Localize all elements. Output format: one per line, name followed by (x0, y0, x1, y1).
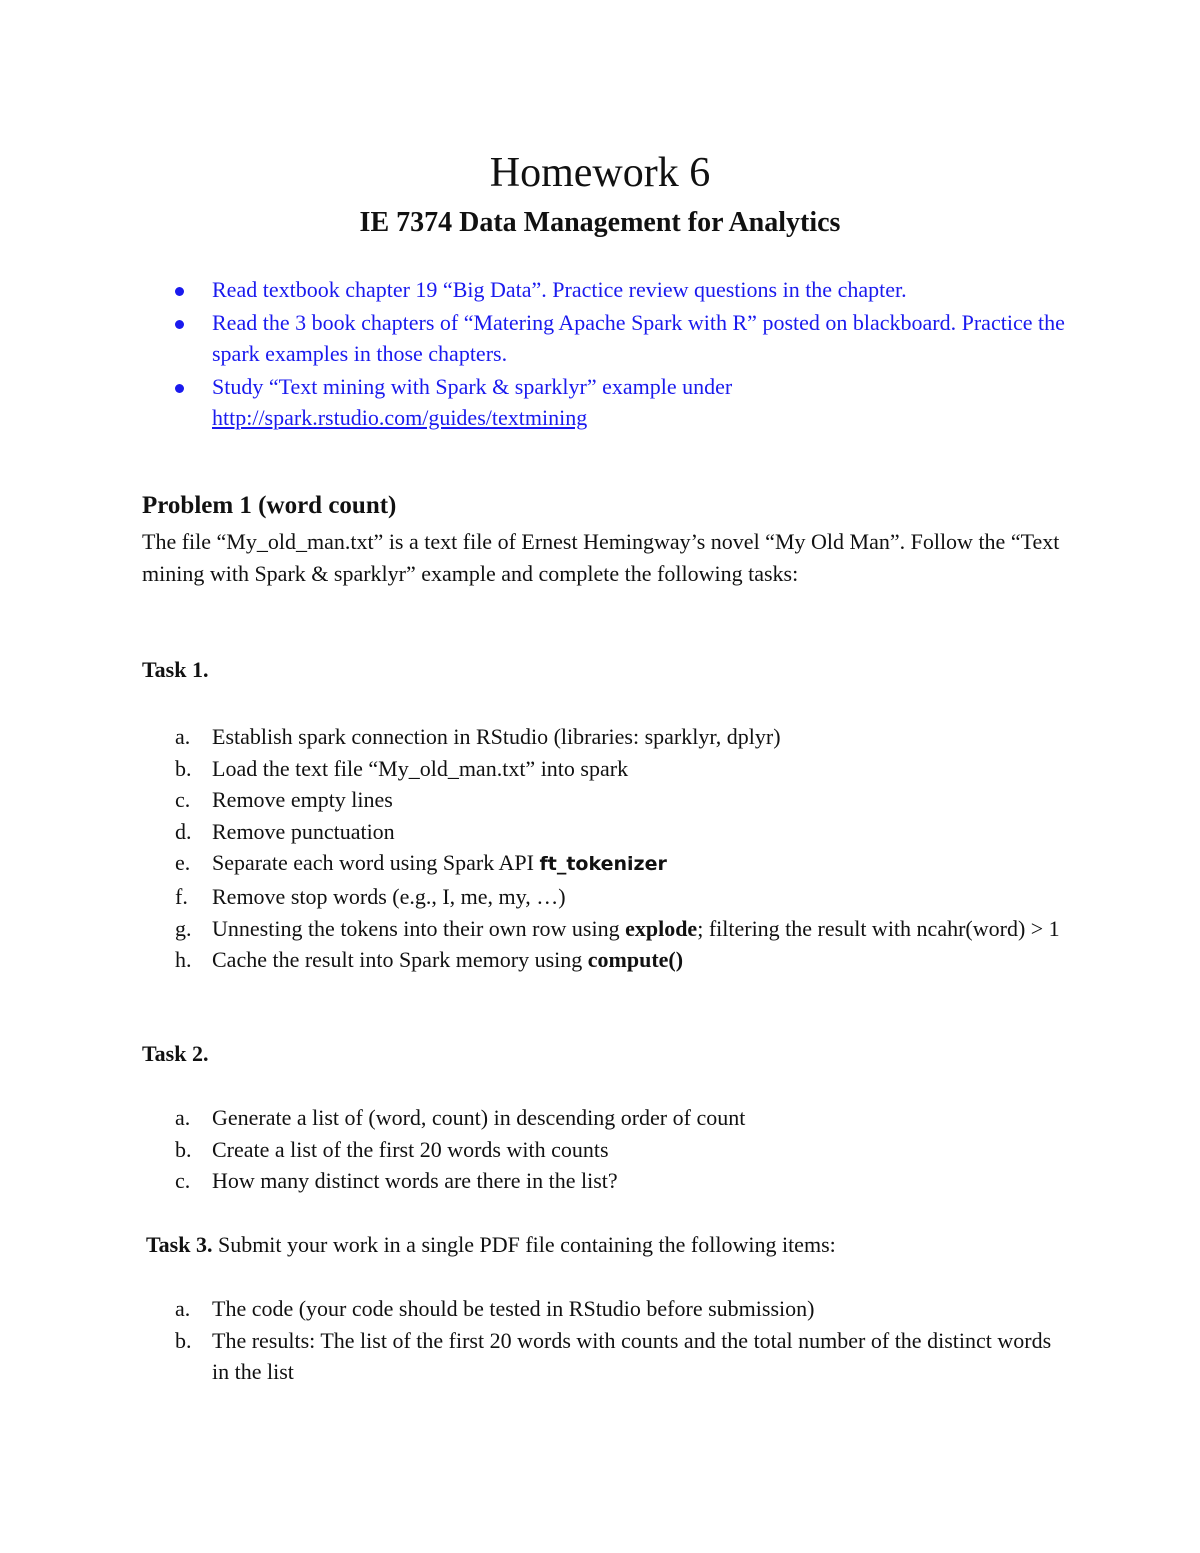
list-item-text: Unnesting the tokens into their own row using (212, 915, 626, 941)
reading-item (212, 274, 1092, 306)
list-item-text: How many distinct words are there in the list? (212, 1168, 618, 1194)
list-item-text: Establish spark connection in RStudio (libraries: sparklyr, dplyr) (212, 724, 781, 749)
keyword: compute() (587, 947, 684, 973)
api-name: ft_tokenizer (539, 853, 667, 876)
course-subtitle: IE 7374 Data Management for Analytics (359, 207, 841, 238)
task-3-steps (175, 1293, 1072, 1388)
list-marker: h. (175, 947, 192, 973)
list-marker: c. (175, 787, 191, 813)
task-1-heading: Task 1. (142, 657, 209, 682)
task-3-label: Task 3. (146, 1232, 213, 1257)
problem-1-intro: The file “My_old_man.txt” is a text file of Ernest Hemingway’s novel “My Old Man”. Follow the “Text mining with Spark & sparklyr” example and complete the following tasks: (142, 529, 1060, 586)
list-marker: a. (175, 1105, 191, 1130)
list-item (175, 1102, 1072, 1134)
reading-item (212, 307, 1092, 370)
list-marker: c. (175, 1168, 191, 1194)
bullet-icon (175, 384, 184, 393)
list-marker: g. (175, 915, 192, 941)
list-marker: a. (175, 1296, 191, 1321)
list-item (175, 1293, 1072, 1325)
list-item (175, 784, 1072, 816)
list-item-text: The results: The list of the first 20 words with counts and the total number of the distinct words in the list (212, 1327, 1052, 1385)
list-item-text: Separate each word using Spark API (212, 850, 540, 876)
list-item (175, 1165, 1072, 1197)
bullet-icon (175, 287, 184, 296)
list-item-text: Remove empty lines (212, 787, 393, 813)
list-marker: b. (175, 755, 192, 781)
list-item-text: The code (your code should be tested in RStudio before submission) (212, 1296, 815, 1321)
list-item-text: Remove punctuation (212, 818, 395, 844)
document-title: Homework 6 (489, 150, 711, 196)
list-item-text: Remove stop words (e.g., I, me, my, …) (212, 883, 566, 909)
list-item-text: Create a list of the first 20 words with counts (212, 1136, 609, 1162)
list-item (175, 913, 1072, 945)
list-marker: e. (175, 850, 191, 876)
list-item (175, 1134, 1072, 1166)
task-2-heading: Task 2. (142, 1041, 209, 1066)
list-item-text: Generate a list of (word, count) in descending order of count (212, 1105, 746, 1130)
list-item (175, 816, 1072, 848)
reading-item-text: Read textbook chapter 19 “Big Data”. Practice review questions in the chapter. (212, 277, 907, 302)
list-item (175, 881, 1072, 913)
list-item (175, 847, 1072, 881)
list-item (175, 1325, 1072, 1388)
task-1-steps (175, 721, 1072, 976)
list-marker: b. (175, 1136, 192, 1162)
list-item (175, 721, 1072, 753)
list-marker: f. (175, 883, 188, 909)
list-marker: a. (175, 724, 191, 749)
reading-list (212, 274, 1092, 435)
task-3-heading (146, 1230, 836, 1260)
list-item-text: Cache the result into Spark memory using (212, 947, 588, 973)
reading-item-text: Read the 3 book chapters of “Matering Apache Spark with R” posted on blackboard. Practice the spark examples in those chapters. (212, 309, 1065, 366)
list-item-text: Load the text file “My_old_man.txt” into spark (212, 755, 629, 781)
bullet-icon (175, 320, 184, 329)
textmining-guide-link[interactable]: http://spark.rstudio.com/guides/textmining (212, 405, 588, 430)
problem-1-heading: Problem 1 (word count) (142, 492, 397, 519)
list-marker: d. (175, 818, 192, 844)
list-item-text: ; filtering the result with ncahr(word) > 1 (697, 915, 1060, 941)
list-item (175, 753, 1072, 785)
list-marker: b. (175, 1327, 192, 1353)
list-item (175, 944, 1072, 976)
reading-item (212, 371, 1092, 434)
keyword: explode (625, 915, 698, 941)
reading-item-text: Study “Text mining with Spark & sparklyr” example under (212, 373, 733, 399)
task-2-steps (175, 1102, 1072, 1197)
task-3-text: Submit your work in a single PDF file containing the following items: (212, 1232, 836, 1257)
